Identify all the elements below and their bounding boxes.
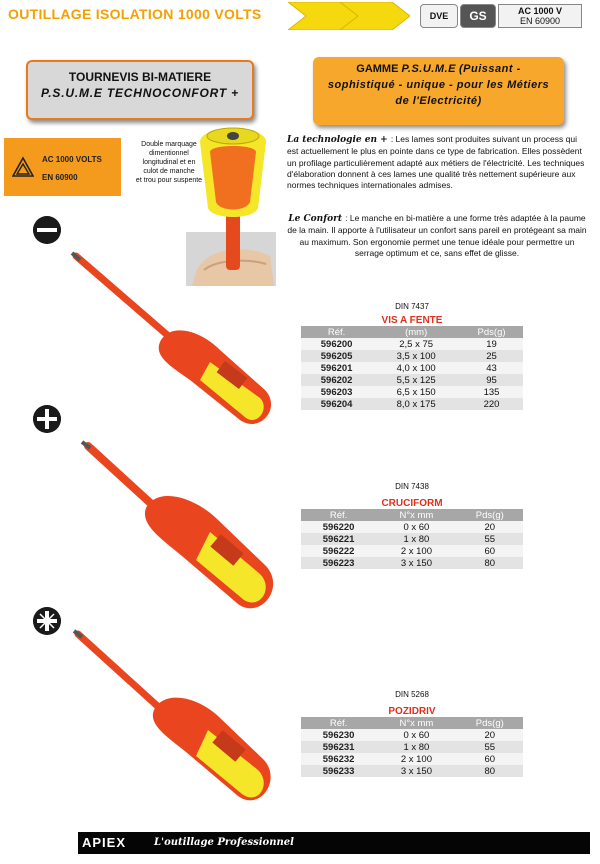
- dve-badge: [420, 4, 458, 28]
- table-row: [301, 729, 523, 741]
- table-block-vis-a-fente: [301, 302, 523, 410]
- size-cell: 5,5 x 125: [372, 374, 460, 386]
- weight-cell: 95: [460, 374, 523, 386]
- table-title: CRUCIFORM: [381, 498, 443, 509]
- table-row: [301, 545, 523, 557]
- technologie-key: La technologie en +: [287, 135, 391, 145]
- ref-cell: 596220: [301, 521, 376, 533]
- spec-table: [301, 509, 523, 569]
- table-row: [301, 521, 523, 533]
- size-cell: 1 x 80: [376, 741, 456, 753]
- ac-badge-line1: AC 1000 VOLTS: [42, 155, 102, 164]
- column-header: N°x mm: [376, 509, 456, 521]
- table-row: [301, 398, 523, 410]
- table-title: POZIDRIV: [388, 706, 436, 717]
- phillips-tip-icon: [33, 405, 61, 433]
- ac-badge-line2: EN 60900: [42, 173, 78, 182]
- column-header: (mm): [372, 326, 460, 338]
- ref-cell: 596233: [301, 765, 376, 777]
- column-header: Pds(g): [457, 717, 523, 729]
- weight-cell: 80: [457, 557, 523, 569]
- chevron-right-icon: [340, 2, 410, 30]
- size-cell: 2,5 x 75: [372, 338, 460, 350]
- table-row: [301, 533, 523, 545]
- column-header: Réf.: [301, 326, 372, 338]
- gs-badge-label: GS: [469, 9, 487, 23]
- weight-cell: 20: [457, 521, 523, 533]
- size-cell: 3 x 150: [376, 765, 456, 777]
- footer-slogan: L'outillage Professionnel: [154, 837, 294, 848]
- column-header: Pds(g): [457, 509, 523, 521]
- ref-cell: 596221: [301, 533, 376, 545]
- marquage-line2: dimentionnel: [149, 150, 189, 157]
- column-header: N°x mm: [376, 717, 456, 729]
- size-cell: 2 x 100: [376, 545, 456, 557]
- table-row: [301, 741, 523, 753]
- ref-cell: 596203: [301, 386, 372, 398]
- table-row: [301, 557, 523, 569]
- table-header-row: [301, 509, 523, 521]
- weight-cell: 55: [457, 741, 523, 753]
- din-label: DIN 7437: [395, 302, 429, 311]
- weight-cell: 60: [457, 545, 523, 557]
- size-cell: 4,0 x 100: [372, 362, 460, 374]
- brand-logo: APIEX: [82, 835, 127, 850]
- table-row: [301, 338, 523, 350]
- ref-cell: 596205: [301, 350, 372, 362]
- ac-1000-badge: [4, 138, 121, 196]
- weight-cell: 135: [460, 386, 523, 398]
- confort-paragraph: [287, 213, 587, 259]
- din-label: DIN 5268: [395, 690, 429, 699]
- gamme-box: [313, 57, 564, 125]
- table-header-row: [301, 326, 523, 338]
- ac-header-line2: EN 60900: [519, 16, 561, 26]
- ref-cell: 596223: [301, 557, 376, 569]
- weight-cell: 80: [457, 765, 523, 777]
- spec-table: [301, 326, 523, 410]
- page-title: OUTILLAGE ISOLATION 1000 VOLTS: [8, 6, 262, 22]
- table-row: [301, 386, 523, 398]
- column-header: Réf.: [301, 717, 376, 729]
- size-cell: 1 x 80: [376, 533, 456, 545]
- gs-badge: [460, 4, 496, 28]
- table-row: [301, 765, 523, 777]
- confort-text: : Le manche en bi-matière a une forme très adaptée à la paume de la main. Il apporte à l'utilisateur un confort sans pareil en protégeant sa main au maximum. Son ergonomie permet une tenue idéale pour permettre un serrage optimum et ce, sans effet de glisse.: [287, 213, 587, 258]
- ref-cell: 596201: [301, 362, 372, 374]
- ac-header-badge: [498, 4, 582, 28]
- table-row: [301, 374, 523, 386]
- column-header: Réf.: [301, 509, 376, 521]
- din-label: DIN 7438: [395, 482, 429, 491]
- weight-cell: 43: [460, 362, 523, 374]
- table-row: [301, 753, 523, 765]
- pozidriv-screwdriver-photo: [68, 628, 288, 828]
- gamme-desc3: de l'Electricité): [395, 95, 482, 107]
- table-title: VIS A FENTE: [381, 315, 443, 326]
- double-triangle-icon: [12, 156, 34, 178]
- spec-table: [301, 717, 523, 777]
- slotted-screwdriver-photo: [60, 250, 280, 440]
- table-header-row: [301, 717, 523, 729]
- marquage-line5: et trou pour suspente: [135, 177, 203, 184]
- weight-cell: 20: [457, 729, 523, 741]
- table-row: [301, 350, 523, 362]
- size-cell: 2 x 100: [376, 753, 456, 765]
- ref-cell: 596204: [301, 398, 372, 410]
- phillips-screwdriver-photo: [70, 438, 290, 638]
- size-cell: 8,0 x 175: [372, 398, 460, 410]
- ref-cell: 596230: [301, 729, 376, 741]
- weight-cell: 220: [460, 398, 523, 410]
- weight-cell: 55: [457, 533, 523, 545]
- table-row: [301, 362, 523, 374]
- ref-cell: 596222: [301, 545, 376, 557]
- ref-cell: 596231: [301, 741, 376, 753]
- pozidriv-tip-icon: [33, 607, 61, 635]
- dve-badge-label: DVE: [429, 11, 449, 21]
- product-title-box: [26, 60, 254, 120]
- weight-cell: 25: [460, 350, 523, 362]
- ref-cell: 596232: [301, 753, 376, 765]
- column-header: Pds(g): [460, 326, 523, 338]
- size-cell: 6,5 x 150: [372, 386, 460, 398]
- size-cell: 0 x 60: [376, 729, 456, 741]
- ref-cell: 596202: [301, 374, 372, 386]
- table-block-cruciform: [301, 482, 523, 569]
- technologie-paragraph: [287, 134, 587, 191]
- marquage-line3: longitudinal et en: [142, 159, 196, 166]
- gamme-label: GAMME: [356, 63, 399, 75]
- size-cell: 3,5 x 100: [372, 350, 460, 362]
- confort-key: Le Confort: [288, 214, 346, 224]
- marquage-line4: culot de manche: [143, 168, 195, 175]
- ref-cell: 596200: [301, 338, 372, 350]
- slotted-tip-icon: [33, 216, 61, 244]
- gamme-desc1: (Puissant -: [459, 63, 521, 75]
- marquage-line1: Double marquage: [141, 141, 197, 148]
- table-block-pozidriv: [301, 690, 523, 777]
- size-cell: 3 x 150: [376, 557, 456, 569]
- ac-header-line1: AC 1000 V: [517, 6, 563, 16]
- gamme-desc2: sophistiqué - unique - pour les Métiers: [327, 79, 550, 91]
- size-cell: 0 x 60: [376, 521, 456, 533]
- footer-bar: [78, 832, 590, 854]
- gamme-psume: P.S.U.M.E: [401, 63, 456, 75]
- product-title-line1: TOURNEVIS BI-MATIERE: [68, 70, 212, 84]
- technologie-text: : Les lames sont produites suivant un process qui est actuellement le plus en pointe dans ce type de fabrication. Elles possèdent un profilage particulièrement adapté aux métiers de l'électricité. Les techniques d'élaboration donnent à ces lames une qualité très nettement supérieure aux normes techniques internationales admises.: [287, 134, 585, 191]
- weight-cell: 60: [457, 753, 523, 765]
- weight-cell: 19: [460, 338, 523, 350]
- product-title-line2: P.S.U.M.E TECHNOCONFORT +: [41, 86, 239, 100]
